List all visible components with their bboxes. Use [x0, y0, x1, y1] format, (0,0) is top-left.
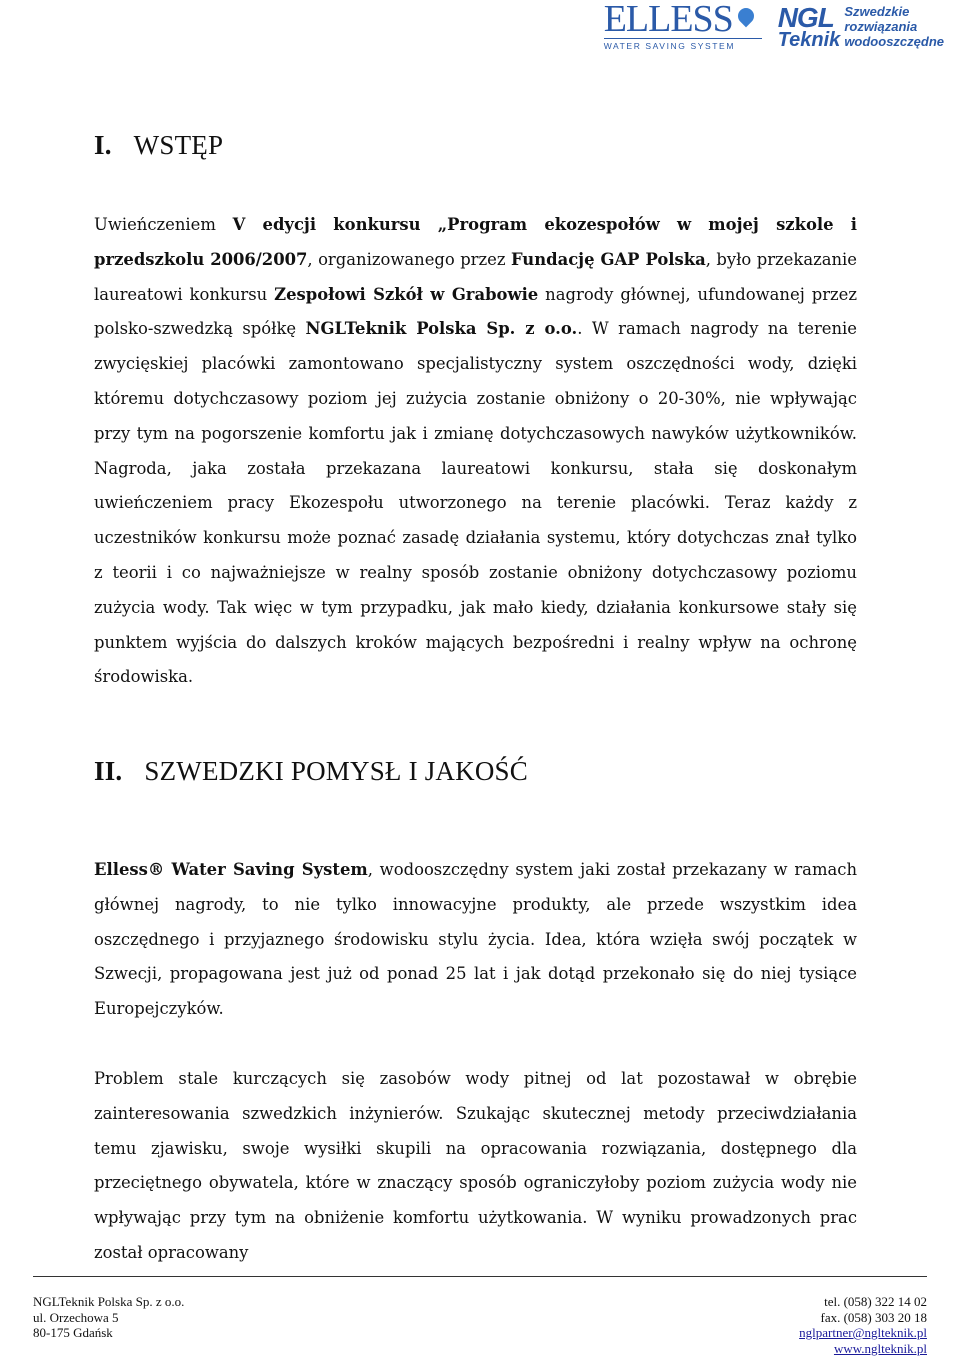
- footer-divider: [33, 1276, 927, 1277]
- elless-logo-tagline: WATER SAVING SYSTEM: [604, 38, 762, 51]
- footer-street: ul. Orzechowa 5: [33, 1309, 119, 1325]
- footer-address: [33, 1294, 184, 1341]
- footer-fax: fax. (058) 303 20 18: [820, 1309, 927, 1325]
- ngl-tagline-1: Szwedzkie: [844, 4, 910, 19]
- ngl-logo-name: NGL: [777, 2, 834, 33]
- text-run: nagrody głównej, ufundowanej przez polsko-szwedzką spółkę: [94, 284, 857, 339]
- footer-contact: [799, 1294, 927, 1356]
- section-2-heading: [94, 756, 528, 787]
- footer-email-link[interactable]: nglpartner@nglteknik.pl: [799, 1325, 927, 1340]
- footer-company: NGLTeknik Polska Sp. z o.o.: [33, 1294, 185, 1309]
- section-1-title: WSTĘP: [133, 130, 224, 160]
- section-2-paragraph-1: [94, 853, 857, 1027]
- section-2-paragraph-2: Problem stale kurczących się zasobów wody pitnej od lat pozostawał w obrębie zainteresowania szwedzkich inżynierów. Szukając skutecznej metody przeciwdziałania temu zjawisku, swoje wysiłki skupili na opracowania rozwiązania, dostępnego dla przeciętnego obywatela, które w znaczący sposób ograniczyłoby poziom zużycia wody nie wpływając przy tym na obniżenie komfortu użytkowania. W wyniku prowadzonych prac został opracowany: [94, 1069, 857, 1262]
- text-run: , organizowanego przez: [307, 249, 511, 269]
- section-1-paragraph: [94, 208, 857, 695]
- product-name: Elless® Water Saving System: [94, 860, 368, 879]
- text-run: , wodooszczędny system jaki został przekazany w ramach głównej nagrody, to nie tylko innowacyjne produkty, ale przede wszystkim idea oszczędnego i przyjaznego środowisku stylu życia. Idea, która wzięła swój początek w Szwecji, propagowana jest już od ponad 25 lat i jak dotąd przekonało się do niej tysiące Europejczyków.: [94, 860, 857, 1019]
- winner-name: Zespołowi Szkół w Grabowie: [274, 284, 539, 304]
- section-1-number: I.: [94, 130, 112, 160]
- text-run: Uwieńczeniem: [94, 215, 233, 234]
- ngl-tagline-2: rozwiązania: [844, 19, 918, 34]
- contest-name: V edycji konkursu „Program ekozespołów w mojej szkole i przedszkolu 2006/2007: [94, 215, 857, 269]
- elless-logo: [604, 0, 764, 52]
- ngl-logo-name-2: Teknik: [777, 29, 841, 51]
- ngl-tagline-3: wodooszczędne: [844, 34, 944, 49]
- footer-phone: tel. (058) 322 14 02: [824, 1294, 927, 1309]
- section-1-heading: [94, 130, 223, 161]
- footer-website-link[interactable]: www.nglteknik.pl: [833, 1340, 927, 1356]
- section-2-number: II.: [94, 756, 123, 786]
- ngl-teknik-logo: [778, 4, 944, 50]
- organizer-name: Fundację GAP Polska: [510, 249, 706, 269]
- sponsor-name: NGLTeknik Polska Sp. z o.o.: [305, 319, 578, 339]
- text-run: . W ramach nagrody na terenie zwycięskiej placówki zamontowano specjalistyczny system oszczędności wody, dzięki któremu dotychczasowy poziom jej zużycia zostanie obniżony o 20-30%, nie wpływając przy tym na pogorszenie komfortu jak i zmianę dotychczasowych nawyków użytkowników. Nagroda, jaka została przekazana laureatowi konkursu, stała się doskonałym uwieńczeniem pracy Ekozespołu utworzonego na terenie placówki. Teraz każdy z uczestników konkursu może poznać zasadę działania systemu, który dotychczas znał tylko z teorii i co najważniejsze w realny sposób zostanie obniżony dotychczasowy poziomu zużycia wody. Tak więc w tym przypadku, jak mało kiedy, działania konkursowe stały się punktem wyjścia do dalszych kroków mających bezpośredni i realny wpływ na ochronę środowiska.: [94, 319, 857, 687]
- header-logos: [604, 0, 944, 56]
- text-run: , było przekazanie laureatowi konkursu: [94, 249, 857, 304]
- elless-logo-name: ELLESS: [603, 0, 733, 40]
- section-2-title: SZWEDZKI POMYSŁ I JAKOŚĆ: [144, 756, 528, 786]
- footer-city: 80-175 Gdańsk: [33, 1325, 113, 1340]
- water-drop-icon: [734, 5, 757, 28]
